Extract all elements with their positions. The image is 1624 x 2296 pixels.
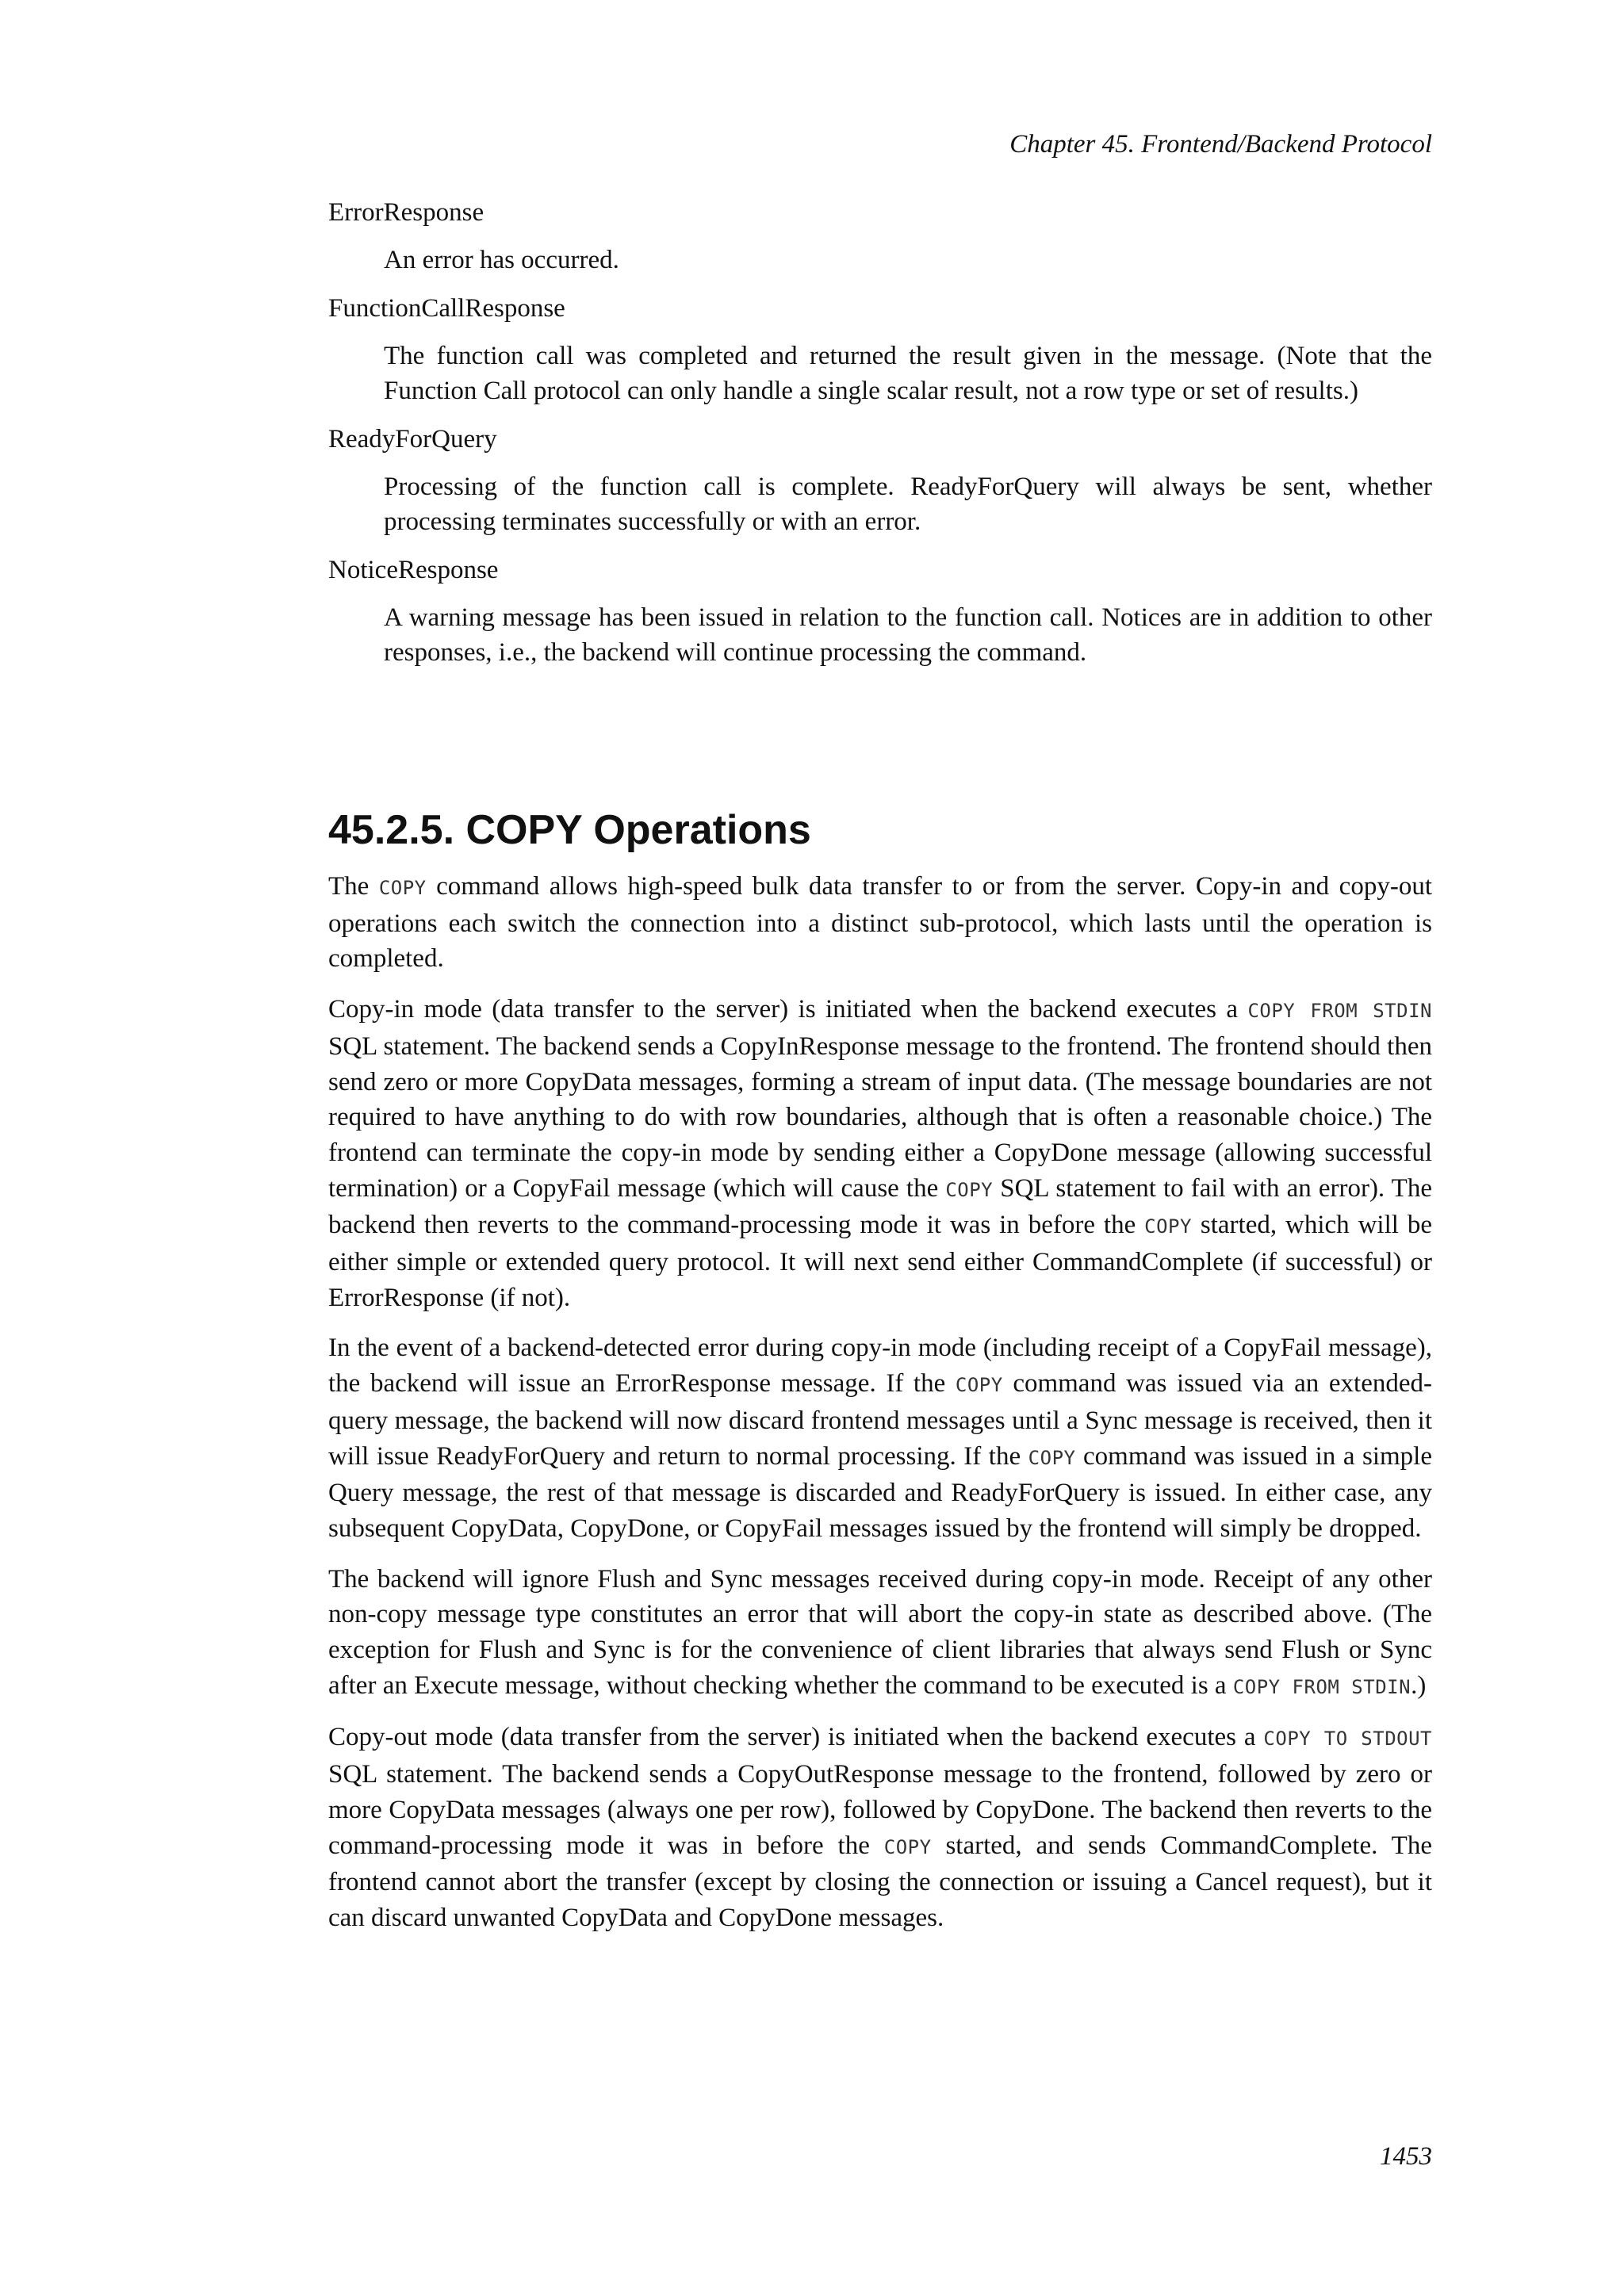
section-body bbox=[328, 869, 1432, 1951]
body-paragraph bbox=[328, 1562, 1432, 1705]
inline-code: COPY bbox=[1144, 1215, 1192, 1238]
paragraph-text: The backend will ignore Flush and Sync messages received during copy-in mode. Receipt of any other non-copy message type constitutes an error that will abort the copy-in state as described above. (The exception for Flush and Sync is for the convenience of client libraries that always send Flush or Sync after an Execute message, without checking whether the command to be executed is a bbox=[328, 1564, 1432, 1700]
inline-code: COPY bbox=[1028, 1446, 1076, 1469]
paragraph-text: started, which will be either simple or extended query protocol. It will next send either CommandComplete (if successful) or ErrorResponse (if not). bbox=[328, 1211, 1433, 1312]
definition-entry bbox=[328, 553, 1432, 671]
running-header: Chapter 45. Frontend/Backend Protocol bbox=[1009, 130, 1432, 159]
message-definition-list bbox=[328, 195, 1432, 683]
page-number: 1453 bbox=[1380, 2142, 1432, 2171]
definition-entry bbox=[328, 291, 1432, 409]
paragraph-text: The bbox=[328, 872, 379, 901]
paragraph-text: SQL statement to fail with an error). The backend then reverts to the command-processing mode it was in before the bbox=[328, 1173, 1432, 1240]
body-paragraph bbox=[328, 1330, 1432, 1546]
paragraph-text: Copy-in mode (data transfer to the server) is initiated when the backend executes a bbox=[328, 995, 1248, 1024]
definition-description: The function call was completed and returned the result given in the message. (Note that the Function Call protocol can only handle a single scalar result, not a row type or set of results.) bbox=[384, 341, 1432, 405]
section-heading: 45.2.5. COPY Operations bbox=[328, 807, 811, 853]
definition-term: FunctionCallResponse bbox=[328, 293, 565, 323]
paragraph-text: command was issued in a simple Query message, the rest of that message is discarded and ReadyForQuery is issued. In either case, any subsequent CopyData, CopyDone, or CopyFail messages issued by the frontend will simply be dropped. bbox=[328, 1441, 1432, 1543]
inline-code: COPY bbox=[945, 1178, 994, 1201]
definition-description: An error has occurred. bbox=[384, 246, 619, 274]
body-paragraph bbox=[328, 1720, 1432, 1935]
inline-code: COPY FROM STDIN bbox=[1232, 1675, 1411, 1698]
definition-description: Processing of the function call is complete. ReadyForQuery will always be sent, whether processing terminates successfully or with an error. bbox=[384, 472, 1432, 536]
paragraph-text: SQL statement. The backend sends a CopyInResponse message to the frontend. The frontend should then send zero or more CopyData messages, forming a stream of input data. (The message boundaries are not required to have anything to do with row boundaries, although that is often a reasonable choice.) The frontend can terminate the copy-in mode by sending either a CopyDone message (allowing successful termination) or a CopyFail message (which will cause the bbox=[328, 1031, 1432, 1203]
paragraph-text: In the event of a backend-detected error during copy-in mode (including receipt of a CopyFail message), the backend will issue an ErrorResponse message. If the bbox=[328, 1334, 1432, 1399]
inline-code: COPY bbox=[883, 1835, 932, 1858]
paragraph-text: started, and sends CommandComplete. The frontend cannot abort the transfer (except by closing the connection or issuing a Cancel request), but it can discard unwanted CopyData and CopyDone messages. bbox=[328, 1831, 1432, 1932]
inline-code: COPY FROM STDIN bbox=[1247, 1000, 1432, 1023]
definition-description: A warning message has been issued in relation to the function call. Notices are in addition to other responses, i.e., the backend will continue processing the command. bbox=[384, 603, 1432, 667]
definition-entry bbox=[328, 422, 1432, 540]
definition-term: NoticeResponse bbox=[328, 555, 499, 584]
body-paragraph bbox=[328, 992, 1432, 1315]
paragraph-text: .) bbox=[1411, 1670, 1427, 1700]
paragraph-text: Copy-out mode (data transfer from the server) is initiated when the backend executes a bbox=[328, 1723, 1264, 1752]
document-page bbox=[328, 0, 1432, 2296]
paragraph-text: command allows high-speed bulk data transfer to or from the server. Copy-in and copy-out operations each switch the connection into a distinct sub-protocol, which lasts until the operation is completed. bbox=[328, 872, 1432, 974]
definition-entry bbox=[328, 195, 1432, 278]
inline-code: COPY TO STDOUT bbox=[1263, 1728, 1432, 1751]
inline-code: COPY bbox=[378, 877, 427, 899]
inline-code: COPY bbox=[955, 1374, 1003, 1397]
paragraph-text: SQL statement. The backend sends a CopyOutResponse message to the frontend, followed by zero or more CopyData messages (always one per row), followed by CopyDone. The backend then reverts to the command-processing mode it was in before the bbox=[328, 1760, 1432, 1860]
definition-term: ReadyForQuery bbox=[328, 424, 497, 453]
definition-term: ErrorResponse bbox=[328, 198, 485, 227]
body-paragraph bbox=[328, 869, 1432, 977]
paragraph-text: command was issued via an extended-query message, the backend will now discard frontend messages until a Sync message is received, then it will issue ReadyForQuery and return to normal processing. If the bbox=[328, 1369, 1432, 1471]
